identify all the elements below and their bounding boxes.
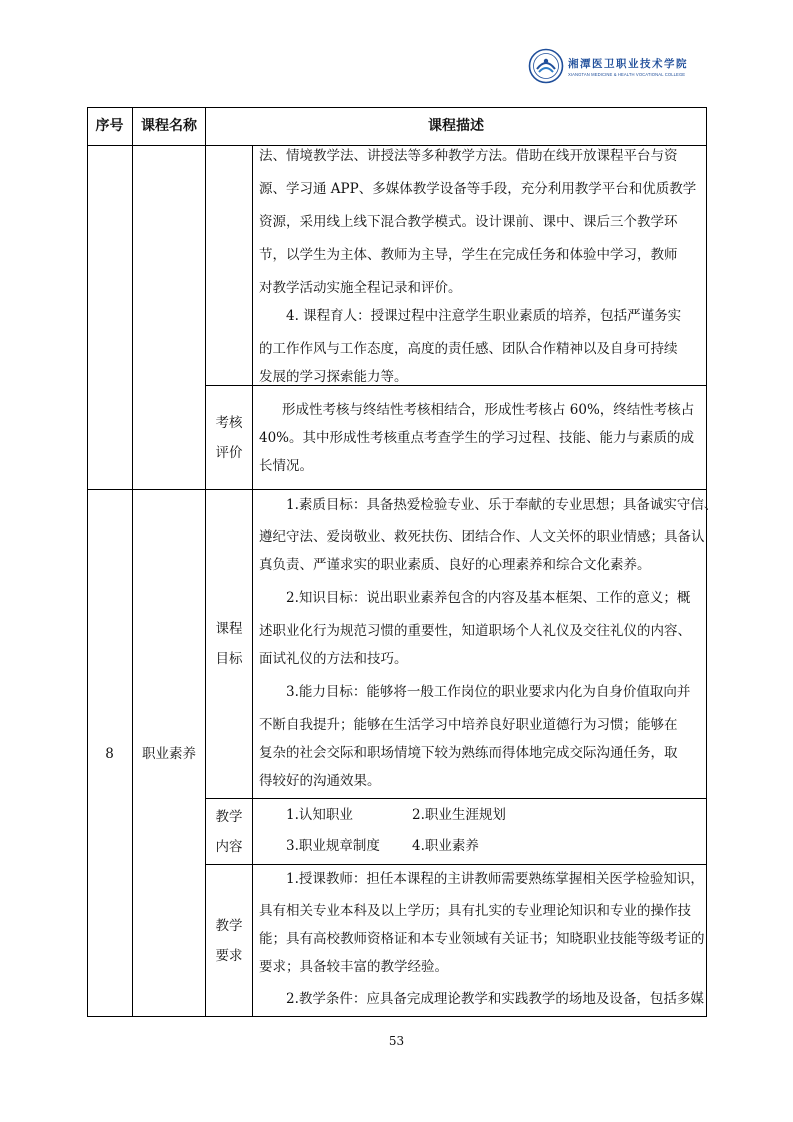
content-item: 1.认知职业 <box>286 807 353 823</box>
page-number: 53 <box>388 1034 405 1048</box>
logo-chinese-name: 湘潭医卫职业技术学院 <box>568 58 688 70</box>
school-logo <box>528 48 708 88</box>
assessment-line: 形成性考核与终结性考核相结合，形成性考核占 60%，终结性考核占 <box>282 402 695 418</box>
objectives-label-line: 目标 <box>215 651 243 667</box>
objective-line: 面试礼仪的方法和技巧。 <box>259 651 408 667</box>
objective-line: 2.知识目标：说出职业素养包含的内容及基本框架、工作的意义；概 <box>286 590 691 606</box>
objective-line: 不断自我提升；能够在生活学习中培养良好职业道德行为习惯；能够在 <box>259 717 678 733</box>
requirements-label-line: 教学 <box>215 918 243 934</box>
cont-desc-line: 4. 课程育人：授课过程中注意学生职业素质的培养，包括严谨务实 <box>286 308 682 324</box>
assessment-label <box>206 386 252 489</box>
course-table <box>87 107 718 1017</box>
objective-line: 遵纪守法、爱岗敬业、救死扶伤、团结合作、人文关怀的职业情感；具备认 <box>259 529 705 545</box>
logo-english-name: XIANGTAN MEDICINE & HEALTH VOCATIONAL COLLEGE <box>568 72 686 77</box>
content-item: 3.职业规章制度 <box>286 838 380 854</box>
header-course-description: 课程描述 <box>428 118 484 134</box>
objective-line: 得较好的沟通效果。 <box>259 773 381 789</box>
content-item: 2.职业生涯规划 <box>412 807 506 823</box>
assessment-label-line: 考核 <box>215 414 243 431</box>
requirements-label <box>206 865 252 1017</box>
requirement-line: 要求；具备较丰富的教学经验。 <box>259 959 448 975</box>
requirements-label-line: 要求 <box>215 948 243 964</box>
objective-line: 3.能力目标：能够将一般工作岗位的职业要求内化为自身价值取向并 <box>286 684 691 700</box>
objectives-label <box>206 490 252 798</box>
content-label <box>206 799 252 864</box>
assessment-label-line: 评价 <box>215 444 243 461</box>
logo-emblem-icon <box>528 48 564 84</box>
objective-line: 复杂的社会交际和职场情境下较为熟练而得体地完成交际沟通任务，取 <box>259 745 678 761</box>
cont-desc-line: 发展的学习探索能力等。 <box>259 369 408 385</box>
cont-desc-line: 的工作作风与工作态度，高度的责任感、团队合作精神以及自身可持续 <box>259 341 678 357</box>
objective-line: 1.素质目标：具备热爱检验专业、乐于奉献的专业思想；具备诚实守信、 <box>286 497 718 513</box>
objective-line: 述职业化行为规范习惯的重要性，知道职场个人礼仪及交往礼仪的内容、 <box>259 623 691 639</box>
course-name: 职业素养 <box>142 745 196 762</box>
requirement-line: 2.教学条件：应具备完成理论教学和实践教学的场地及设备，包括多媒 <box>286 991 704 1007</box>
header-course-name: 课程名称 <box>141 118 197 134</box>
objective-line: 真负责、严谨求实的职业素质、良好的心理素养和综合文化素养。 <box>259 557 651 573</box>
objectives-label-line: 课程 <box>215 621 243 637</box>
header-number: 序号 <box>95 118 124 134</box>
requirement-line: 能；具有高校教师资格证和本专业领域有关证书；知晓职业技能等级考证的 <box>259 931 705 947</box>
assessment-line: 40%。其中形成性考核重点考查学生的学习过程、技能、能力与素质的成 <box>259 430 695 446</box>
assessment-line: 长情况。 <box>259 458 313 474</box>
cont-desc-line: 源、学习通 APP、多媒体教学设备等手段，充分利用教学平台和优质教学 <box>259 181 697 197</box>
content-label-line: 教学 <box>215 808 243 825</box>
requirement-line: 1.授课教师：担任本课程的主讲教师需要熟练掌握相关医学检验知识， <box>286 871 704 887</box>
cont-desc-line: 对教学活动实施全程记录和评价。 <box>259 280 462 296</box>
cont-desc-line: 资源，采用线上线下混合教学模式。设计课前、课中、课后三个教学环 <box>259 214 678 230</box>
cont-desc-line: 节，以学生为主体、教师为主导，学生在完成任务和体验中学习，教师 <box>259 247 678 263</box>
course-number: 8 <box>105 745 114 762</box>
content-label-line: 内容 <box>215 838 243 855</box>
cont-desc-line: 法、情境教学法、讲授法等多种教学方法。借助在线开放课程平台与资 <box>259 148 678 164</box>
content-item: 4.职业素养 <box>412 838 479 854</box>
requirement-line: 具有相关专业本科及以上学历；具有扎实的专业理论知识和专业的操作技 <box>259 903 691 919</box>
